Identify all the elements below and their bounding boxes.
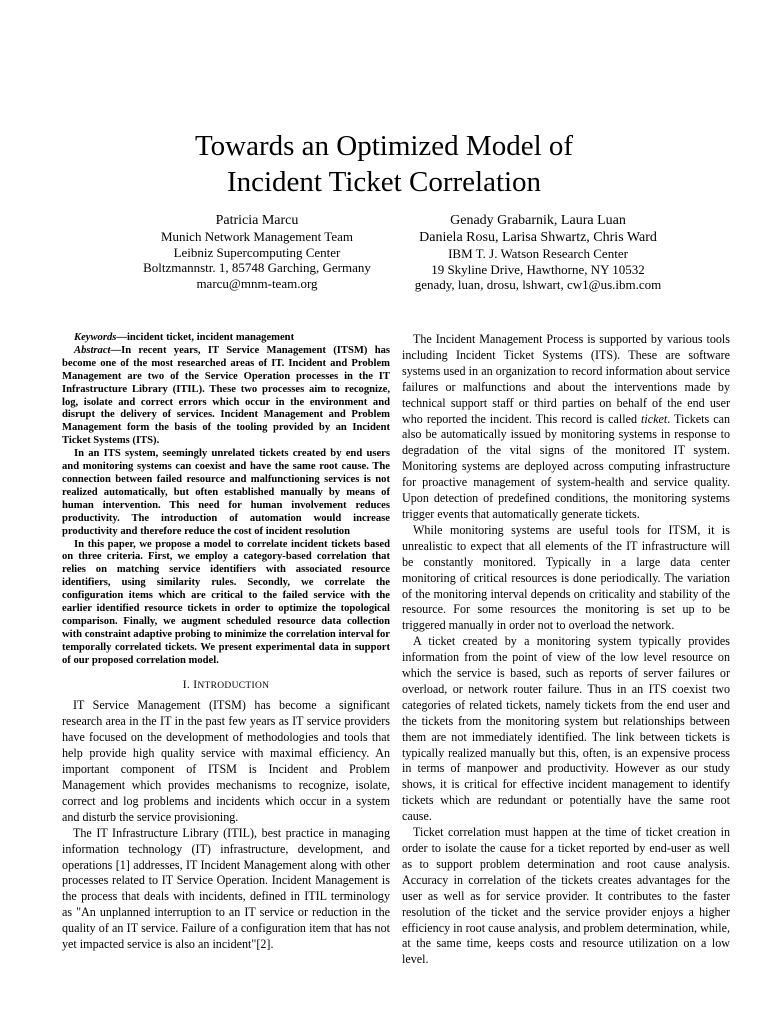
body-paragraph: IT Service Management (ITSM) has become a significant research area in the IT in the past few years as IT service providers have focused on the development of methodologies and tools that help provide high quality service with maximal efficiency. An important component of ITSM is Incident and Problem Management which provides mechanisms to recognize, isolate, correct and log problems and incidents which occur in a system and disturb the service provisioning. xyxy=(62,698,390,824)
body-paragraph: Ticket correlation must happen at the time of ticket creation in order to isolate the cause for a ticket reported by end-user as well as to support problem determination and root cause analysis. Accuracy in correlation of the tickets creates advantages for the user as well as for service provider. It contributes to the faster resolution of the ticket and the service provider enjoys a higher efficiency in root cause analysis, and problem determination, while, at the same time, keeps costs and resource utilization on a low level. xyxy=(402,825,730,967)
author-affiliation: Munich Network Management Team xyxy=(161,229,353,244)
abstract-paragraph xyxy=(62,345,390,448)
body-text: The Incident Management Process is supported by various tools including Incident Ticket Systems (ITS). These are software systems used in an organization to record information about service failures or malfunctions and about the interventions made by technical support staff or third parties on behalf of the end user who reported the incident. This record is called xyxy=(402,332,730,426)
body-paragraph xyxy=(402,332,730,523)
abstract-block xyxy=(62,332,390,668)
section-number: I. xyxy=(182,678,191,691)
title-line-2: Incident Ticket Correlation xyxy=(226,166,542,198)
title-line-1: Towards an Optimized Model of xyxy=(194,130,574,162)
paper-title xyxy=(0,128,768,200)
keywords-paragraph xyxy=(62,332,390,345)
section-heading-introduction xyxy=(62,678,390,695)
ticket-term: ticket xyxy=(641,411,668,426)
body-text: . Tickets can also be automatically issued by monitoring systems in response to degradation of the vital signs of the monitored IT system. Monitoring systems are deployed across computing infrastructure for proactive management of system-health and service quality. Upon detection of predefined conditions, the monitoring systems trigger events that automatically generate tickets. xyxy=(402,411,730,521)
abstract-label: Abstract xyxy=(74,344,111,356)
abstract-paragraph: In this paper, we propose a model to correlate incident tickets based on three criteria. First, we employ a category-based correlation that relies on matching service identifiers with associated resource identifiers, using similarity rules. Secondly, we correlate the configuration items which are critical to the failed service with the earlier identified resource tickets in order to optimize the topological comparison. Finally, we augment scheduled resource data collection with constraint adaptive probing to minimize the correlation interval for temporally correlated tickets. We present experimental data in support of our proposed correlation model. xyxy=(62,538,390,666)
section-cap: I xyxy=(193,678,198,691)
author-affiliation: Leibniz Supercomputing Center xyxy=(173,244,341,260)
author-address: Boltzmannstr. 1, 85748 Garching, Germany xyxy=(143,260,371,275)
body-paragraph: While monitoring systems are useful tools for ITSM, it is unrealistic to expect that all elements of the IT infrastructure will be constantly monitored. Typically in a large data center monitoring of critical resources is done periodically. The variation of the monitoring interval depends on criticality and stability of the resource. For some resources the monitoring is set up to be triggered manually in order not to overload the network. xyxy=(402,522,730,633)
section-rest: NTRODUCTION xyxy=(197,680,270,691)
abstract-text: —In recent years, IT Service Management (ITSM) has become one of the most researched areas of IT. Incident and Problem Management are two of the Service Operation processes in the IT Infrastructure Library (ITIL). These two processes aim to recognize, log, isolate and correct errors which occur in the environment and disrupt the delivery of services. Incident Management and Problem Management form the basis of the tooling provided by an Incident Ticket Systems (ITS). xyxy=(62,344,390,447)
body-paragraph: A ticket created by a monitoring system typically provides information from the point of view of the low level resource on which the service is based, such as reports of server failures or overload, or network router failure. Thus in an ITS coexist two categories of related tickets, namely tickets from the end user and the tickets from the monitoring system but relationships between them are not immediately identified. The link between tickets is typically realized manually but this, often, is an expensive process in terms of manpower and productivity. However as our study shows, it is critical for effective incident management to identify tickets which are redundant or potentially have the same root cause. xyxy=(402,634,730,824)
author-name: Patricia Marcu xyxy=(215,213,299,228)
author-block-right xyxy=(393,212,683,293)
author-affiliation: IBM T. J. Watson Research Center xyxy=(448,246,628,261)
left-column xyxy=(62,332,390,953)
author-block-left xyxy=(112,212,402,291)
body-paragraph: The IT Infrastructure Library (ITIL), best practice in managing information technology (IT) infrastructure, development, and operations [1] addresses, IT Incident Management along with other processes related to IT Service Operation. Incident Management is the process that deals with incidents, defined in ITIL terminology as "An unplanned interruption to an IT service or reduction in the quality of an IT service. Failure of a configuration item that has not yet impacted service is also an incident"[2]. xyxy=(62,825,390,952)
author-names: Daniela Rosu, Larisa Shwartz, Chris Ward xyxy=(419,230,657,245)
author-address: 19 Skyline Drive, Hawthorne, NY 10532 xyxy=(431,261,645,277)
abstract-paragraph: In an ITS system, seemingly unrelated tickets created by end users and monitoring systems can coexist and have the same root cause. The connection between failed resource and malfunctioning services is not realized automatically, but often established manually by means of human intervention. This need for human involvement reduces productivity. The introduction of automation would increase productivity and therefore reduce the cost of incident resolution xyxy=(62,448,390,537)
author-email: genady, luan, drosu, lshwart, cw1@us.ibm.com xyxy=(414,277,662,292)
keywords-label: Keywords xyxy=(74,332,117,343)
keywords-text: —incident ticket, incident management xyxy=(116,332,295,343)
right-column xyxy=(402,332,730,968)
author-names: Genady Grabarnik, Laura Luan xyxy=(450,213,626,228)
author-email: marcu@mnm-team.org xyxy=(196,275,318,291)
